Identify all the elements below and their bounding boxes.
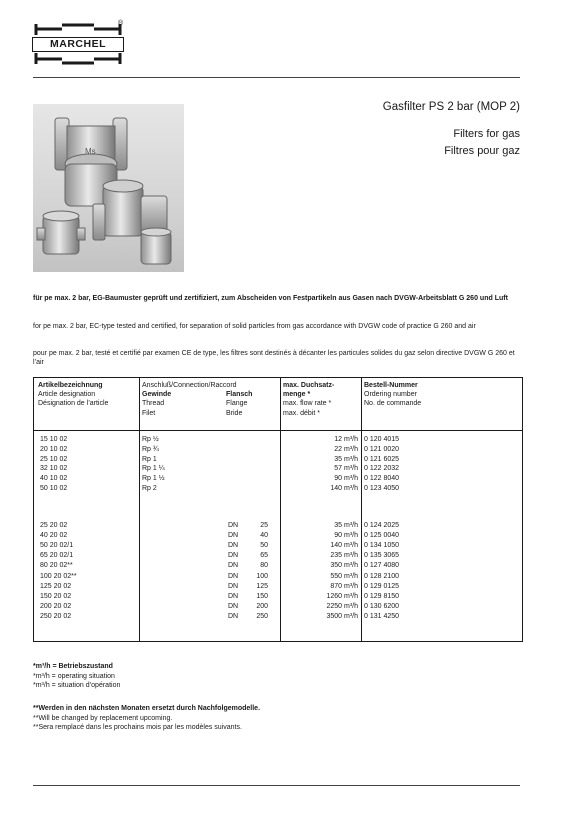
flange-size-cell: 250 (256, 612, 268, 620)
marchel-logo (32, 22, 124, 66)
intro-en: for pe max. 2 bar, EC-type tested and certified, for separation of solid particles from gas accordance with DVGW code of practice G 260 and air (33, 323, 476, 330)
flange-size-cell: 50 (260, 542, 268, 550)
flow-cell: 35 m³/h (334, 455, 358, 463)
flow-cell: 350 m³/h (330, 562, 358, 570)
table-row (34, 435, 522, 445)
flow-cell: 22 m³/h (334, 445, 358, 453)
table-row (34, 521, 522, 531)
article-cell: 125 20 02 (40, 582, 72, 590)
table-row (34, 474, 522, 484)
flow-cell: 35 m³/h (334, 522, 358, 529)
article-cell: 25 10 02 (40, 455, 68, 463)
article-cell: 32 10 02 (40, 465, 68, 473)
flange-dn-cell: DN (228, 572, 239, 580)
bottom-divider (33, 785, 520, 786)
flow-cell: 1260 m³/h (326, 592, 358, 600)
table-row (34, 445, 522, 455)
product-photo (33, 104, 184, 272)
order-cell: 0 135 3065 (364, 552, 400, 560)
footnote-replace-en: **Will be changed by replacement upcoming. (33, 714, 173, 722)
order-cell: 0 122 8040 (364, 475, 400, 483)
table-row (34, 541, 522, 551)
article-cell: 100 20 02** (40, 572, 77, 580)
article-cell: 40 20 02 (40, 532, 68, 540)
flange-dn-cell: DN (228, 582, 239, 590)
table-row (34, 602, 522, 612)
flange-dn-cell: DN (228, 552, 239, 560)
flow-cell: 57 m³/h (334, 465, 358, 473)
order-cell: 0 127 4080 (364, 562, 400, 570)
footnote-unit-en: *m³/h = operating situation (33, 672, 115, 680)
table-row (34, 484, 522, 494)
order-cell: 0 131 4250 (364, 612, 400, 620)
order-cell: 0 120 4015 (364, 436, 400, 443)
thread-cell: Rp 1 ¼ (142, 465, 165, 473)
flow-cell: 235 m³/h (330, 552, 358, 560)
flow-cell: 3500 m³/h (326, 612, 358, 620)
flow-cell: 2250 m³/h (326, 602, 358, 610)
footnote-unit (33, 662, 120, 691)
order-cell: 0 123 4050 (364, 485, 400, 492)
order-cell: 0 128 2100 (364, 572, 400, 580)
table-row (34, 582, 522, 592)
order-cell: 0 129 8150 (364, 592, 400, 600)
article-cell: 20 10 02 (40, 445, 68, 453)
order-cell: 0 122 2032 (364, 465, 400, 473)
article-cell: 200 20 02 (40, 602, 72, 610)
registered-mark: ® (118, 20, 124, 27)
flow-cell: 550 m³/h (330, 572, 358, 580)
top-divider (33, 77, 520, 78)
footnote-unit-fr: *m³/h = situation d’opération (33, 682, 121, 690)
table-row (34, 612, 522, 622)
flange-size-cell: 65 (260, 552, 268, 560)
header-order: Bestell-Nummer Ordering number No. de commande (364, 382, 422, 408)
header-connection: Anschluß/Connection/Raccord Gewinde Thread Filet (142, 382, 237, 417)
page-title: Gasfilter PS 2 bar (MOP 2) (382, 101, 520, 113)
article-cell: 250 20 02 (40, 612, 72, 620)
intro-fr: pour pe max. 2 bar, testé et certifié par examen CE de type, les filtres sont destinés à décanter les particules solides du gaz selon directive DVGW G 260 et l’air (33, 350, 515, 366)
flange-size-cell: 100 (256, 572, 268, 580)
order-cell: 0 121 6025 (364, 455, 400, 463)
flange-size-cell: 25 (260, 522, 268, 529)
article-cell: 40 10 02 (40, 475, 68, 483)
article-cell: 150 20 02 (40, 592, 72, 600)
flange-dn-cell: DN (228, 562, 239, 570)
thread-cell: Rp 1 (142, 455, 157, 463)
header-article: Artikelbezeichnung Article designation Désignation de l’article (38, 382, 109, 408)
order-cell: 0 134 1050 (364, 542, 400, 550)
article-cell: 25 20 02 (40, 522, 68, 529)
article-cell: 80 20 02** (40, 562, 73, 570)
footnote-replace-fr: **Sera remplacé dans les prochains mois par les modèles suivants. (33, 724, 242, 732)
header-flange: Flansch Flange Bride (226, 391, 253, 417)
table-row (34, 592, 522, 602)
brand-name: MARCHEL (32, 37, 124, 52)
subtitle-en: Filters for gas (453, 128, 520, 140)
flange-dn-cell: DN (228, 542, 239, 550)
svg-text:Ms: Ms (85, 147, 96, 156)
order-cell: 0 129 0125 (364, 582, 400, 590)
subtitle-fr: Filtres pour gaz (444, 145, 520, 157)
flange-dn-cell: DN (228, 532, 239, 540)
article-cell: 50 20 02/1 (40, 542, 74, 550)
product-table (33, 377, 523, 642)
footnote-replace-de: **Werden in den nächsten Monaten ersetzt durch Nachfolgemodelle. (33, 705, 261, 712)
header-flow: max. Duchsatz- menge * max. flow rate * max. débit * (283, 382, 335, 417)
flow-cell: 140 m³/h (330, 485, 358, 492)
thread-cell: Rp ½ (142, 436, 159, 443)
order-cell: 0 121 0020 (364, 445, 400, 453)
flow-cell: 90 m³/h (334, 532, 358, 540)
flow-cell: 12 m³/h (334, 436, 358, 443)
flange-dn-cell: DN (228, 612, 239, 620)
flange-size-cell: 200 (256, 602, 268, 610)
flow-cell: 870 m³/h (330, 582, 358, 590)
flange-dn-cell: DN (228, 602, 239, 610)
thread-cell: Rp 1 ½ (142, 475, 165, 483)
intro-de: für pe max. 2 bar, EG-Baumuster geprüft und zertifiziert, zum Abscheiden von Festpartikeln aus Gasen nach DVGW-Arbeitsblatt G 260 und Luft (33, 295, 508, 302)
table-row (34, 572, 522, 582)
footnote-unit-de: *m³/h = Betriebszustand (33, 663, 113, 670)
thread-cell: Rp ¾ (142, 445, 159, 453)
article-cell: 50 10 02 (40, 485, 68, 492)
order-cell: 0 130 6200 (364, 602, 400, 610)
footnote-replacement (33, 704, 260, 733)
flange-dn-cell: DN (228, 522, 239, 529)
flange-size-cell: 125 (256, 582, 268, 590)
flange-size-cell: 40 (260, 532, 268, 540)
table-row (34, 464, 522, 474)
table-row (34, 551, 522, 561)
thread-cell: Rp 2 (142, 485, 157, 492)
article-cell: 65 20 02/1 (40, 552, 74, 560)
flow-cell: 90 m³/h (334, 475, 358, 483)
order-cell: 0 125 0040 (364, 532, 400, 540)
flow-cell: 140 m³/h (330, 542, 358, 550)
flange-dn-cell: DN (228, 592, 239, 600)
order-cell: 0 124 2025 (364, 522, 400, 529)
table-row (34, 561, 522, 571)
gas-filter-illustration-icon (33, 104, 184, 272)
table-row (34, 531, 522, 541)
table-row (34, 455, 522, 465)
flange-size-cell: 80 (260, 562, 268, 570)
flange-size-cell: 150 (256, 592, 268, 600)
article-cell: 15 10 02 (40, 436, 68, 443)
